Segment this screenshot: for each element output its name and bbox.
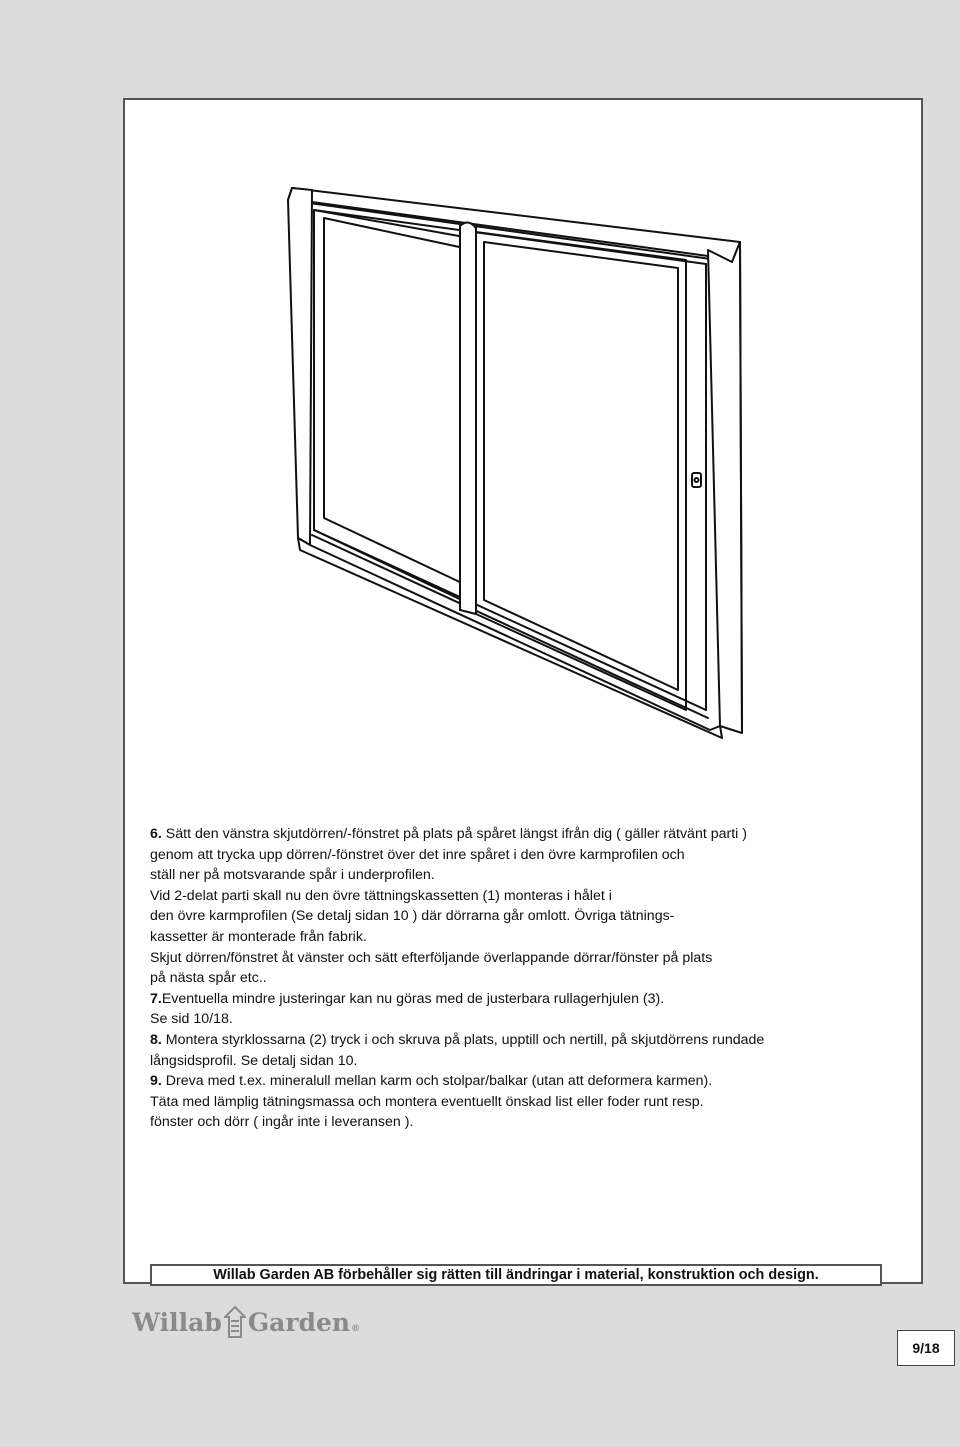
registered-mark: ® <box>351 1324 361 1334</box>
instruction-line: fönster och dörr ( ingår inte i leveransen ). <box>150 1114 414 1131</box>
instruction-line: 7.Eventuella mindre justeringar kan nu göras med de justerbara rullagerhjulen (3). <box>150 990 665 1007</box>
logo-text-left: Willab <box>132 1307 222 1337</box>
page-number: 9/18 <box>897 1330 955 1366</box>
willab-garden-logo <box>132 1302 360 1342</box>
logo-text-right: Garden <box>247 1307 351 1337</box>
instruction-line: Se sid 10/18. <box>150 1011 233 1028</box>
tree-house-icon <box>224 1305 246 1339</box>
instruction-line: kassetter är monterade från fabrik. <box>150 928 367 945</box>
sliding-window-illustration <box>270 170 750 750</box>
instruction-line: Vid 2-delat parti skall nu den övre tättningskassetten (1) monteras i hålet i <box>150 887 612 904</box>
instruction-line: den övre karmprofilen (Se detalj sidan 10 ) där dörrarna går omlott. Övriga tätnings- <box>150 908 675 925</box>
instruction-line: ställ ner på motsvarande spår i underprofilen. <box>150 867 435 884</box>
instruction-line: 8. Montera styrklossarna (2) tryck i och skruva på plats, upptill och nertill, på skjutdörrens rundade <box>150 1031 765 1048</box>
instruction-line: 6. Sätt den vänstra skjutdörren/-fönstret på plats på spåret längst ifrån dig ( gäller rätvänt parti ) <box>150 826 747 842</box>
instruction-line: på nästa spår etc.. <box>150 970 267 987</box>
instruction-line: genom att trycka upp dörren/-fönstret över det inre spåret i den övre karmprofilen och <box>150 846 685 863</box>
instruction-line: Täta med lämplig tätningsmassa och montera eventuellt önskad list eller foder runt resp. <box>150 1093 704 1110</box>
installation-instructions <box>150 824 920 1133</box>
disclaimer-box: Willab Garden AB förbehåller sig rätten till ändringar i material, konstruktion och design. <box>150 1264 882 1286</box>
instruction-line: Skjut dörren/fönstret åt vänster och sätt efterföljande överlappande dörrar/fönster på plats <box>150 949 713 966</box>
instruction-line: långsidsprofil. Se detalj sidan 10. <box>150 1052 358 1069</box>
instruction-line: 9. Dreva med t.ex. mineralull mellan karm och stolpar/balkar (utan att deformera karmen). <box>150 1073 713 1090</box>
